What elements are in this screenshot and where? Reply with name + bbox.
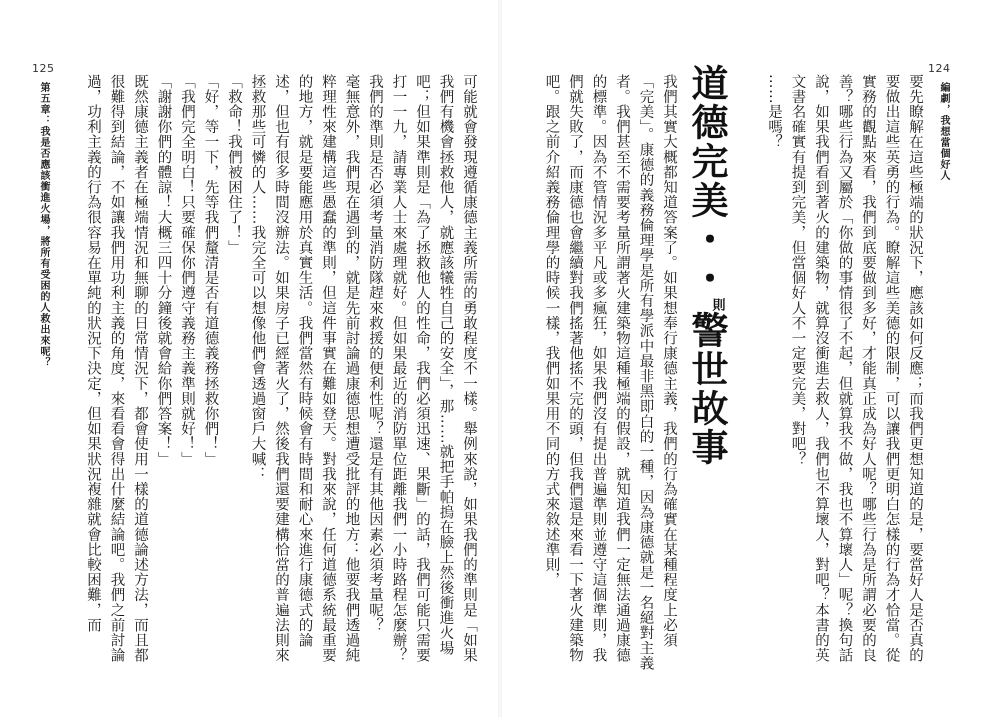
dialogue-line: 「救命！我們被困住了！」: [226, 74, 242, 256]
running-head: 編劇，我想當個好人: [938, 82, 949, 181]
dialogue-line: 「謝謝你們的體諒！大概三四十分鐘後就會給你們答案！」: [155, 74, 172, 467]
section-title-part2: 警世故事: [685, 311, 728, 467]
body-text: [78, 74, 480, 674]
right-page: [500, 0, 1000, 717]
body-text-top: [738, 74, 926, 674]
paragraph: 既然康德主義者在極端情況和無聊的日常情況下，都會使用一樣的道德論述方法，而且都很難得到結論，不如讓我們用功利主義的角度，來看看會得出什麼結論吧。我們之前討論過，功利主義的行為很容易在單純的狀況下決定，但如果狀況複雜就會比較困難，而: [85, 74, 148, 663]
running-head: 第五章：我是否應該衝進火場，將所有受困的人救出來呢？: [38, 82, 49, 368]
dialogue-line: 「我們完全明白！只要確保你們遵守義務主義準則就好！」: [179, 74, 195, 467]
dialogue-line: 「好，等一下，先等我們釐清是否有道德義務拯救你們！」: [202, 74, 219, 467]
paragraph: 可能就會發現遵循康德主義所需的勇敢程度不一樣。舉例來說，如果我們的準則是「如果我們有機會拯救他人，就應該犧牲自己的安全」，那……就把手帕摀在臉上然後衝進火場吧；但如果準則是「為了拯救他人的性命，我們必須迅速、果斷」的話，我們可能只需要打一一九，請專業人士來處理就好。但如果最近的消防單位距離我們一小時路程怎麼辦？我們的準則是否必須考量消防隊趕來救援的便利性呢？還是有其他因素必須考量呢？: [367, 74, 477, 663]
section-title-part1: 道德完美: [685, 64, 728, 220]
paragraph: 毫無意外，我們現在遇到的，就是先前討論過康德思想遭受批評的地方：他要我們透過純粹理性來建構這些愚蠢的準則，但這件事實在難如登天。對我來說，任何道德系統最重要的地方，就是要能應用於真實生活。我們當然有時候會有時間和耐心來進行康德式的論述，但也有很多時間沒辦法。如果房子已經著火了，然後我們還要建構恰當的普遍法則來拯救那些可憐的人……我完全可以想像他們會透過窗戶大喊：: [249, 74, 360, 663]
section-title: [684, 64, 739, 467]
page-number: 125: [32, 62, 55, 75]
paragraph: 要先瞭解在這些極端的狀況下，應該如何反應；而我們更想知道的是，要當好人是否真的要做出這些英勇的行為。瞭解這些美德的限制，可以讓我們更明白怎樣的行為才恰當。從實務的觀點來看，我們到底要做到多好，才能真正成為好人呢？哪些行為是所謂必要的良善？哪些行為又屬於「你做的事情很了不起，但就算我不做，我也不算壞人」呢？換句話說，如果我們看到著火的建築物，就算沒衝進去救人，我們也不算壞人，對吧？本書的英文書名確實有提到完美，但當個好人不一定要完美，對吧？: [789, 74, 923, 663]
paragraph: ……是嗎？: [766, 74, 782, 150]
section-title-dots: ・・: [685, 220, 728, 298]
body-text-bottom: [520, 74, 680, 674]
page-number: 124: [928, 62, 951, 75]
paragraph: 我們其實大概都知道答案了。如果想奉行康德主義，我們的行為確實在某種程度上必須「完美」。康德的義務倫理學是所有學派中最非黑即白的一種，因為康德就是一名絕對主義者。我們甚至不需要考量所謂著火建築物這種極端的假設，就知道我們一定無法通過康德的標準。因為不管情況多平凡或多瘋狂，如果我們沒有提出普遍準則並遵守這個準則，我們就失敗了，而康德也會繼續對我們搖著他搖不完的頭，但我們還是來看一下著火建築物吧。跟之前介紹義務倫理學的時候一樣，我們如果用不同的方式來敘述準則，: [543, 74, 677, 671]
section-title-small: 則: [709, 298, 725, 311]
